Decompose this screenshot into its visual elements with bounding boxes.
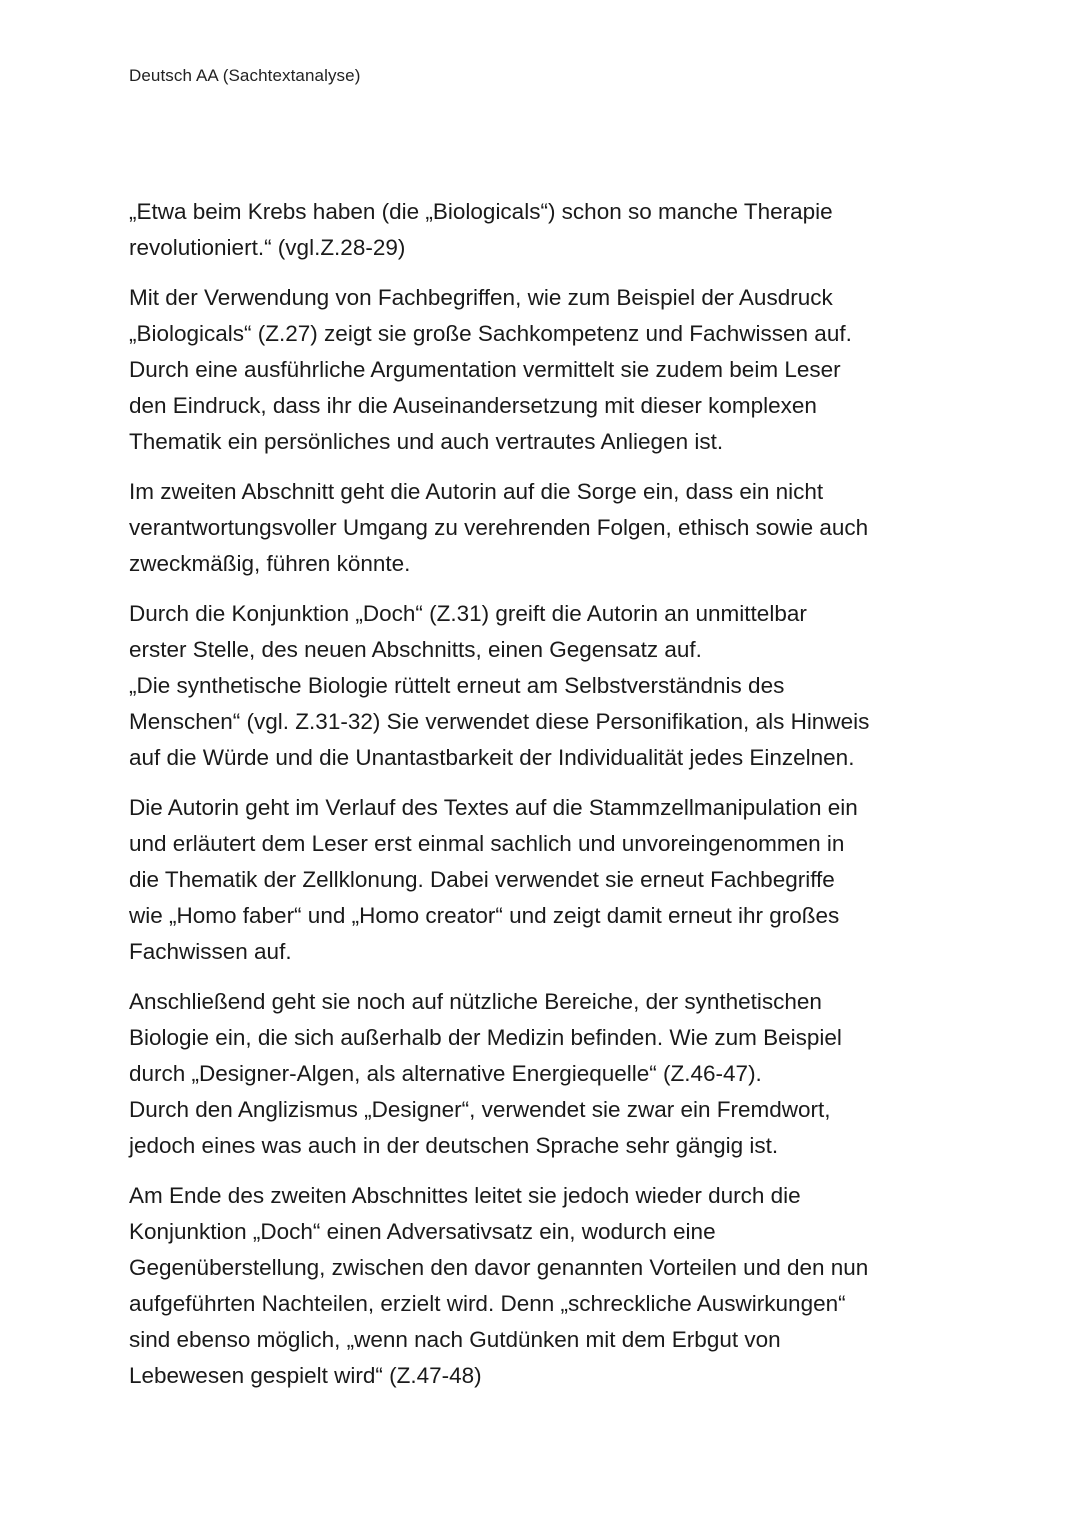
text-line: Im zweiten Abschnitt geht die Autorin auf die Sorge ein, dass ein nicht [129, 479, 824, 504]
text-line: verantwortungsvoller Umgang zu verehrenden Folgen, ethisch sowie auch [129, 515, 869, 540]
page-header: Deutsch AA (Sachtextanalyse) [129, 66, 361, 85]
text-line: Durch den Anglizismus „Designer“, verwendet sie zwar ein Fremdwort, [129, 1097, 831, 1122]
text-line: Thematik ein persönliches und auch vertrautes Anliegen ist. [129, 429, 724, 454]
text-line: Durch eine ausführliche Argumentation vermittelt sie zudem beim Leser [129, 357, 841, 382]
text-line: durch „Designer-Algen, als alternative Energiequelle“ (Z.46-47). [129, 1061, 762, 1086]
text-line: wie „Homo faber“ und „Homo creator“ und zeigt damit erneut ihr großes [129, 903, 840, 928]
text-line: aufgeführten Nachteilen, erzielt wird. Denn „schreckliche Auswirkungen“ [129, 1291, 846, 1316]
paragraph-fachbegriffe [129, 280, 959, 460]
text-line: auf die Würde und die Unantastbarkeit der Individualität jedes Einzelnen. [129, 745, 855, 770]
text-line: jedoch eines was auch in der deutschen Sprache sehr gängig ist. [129, 1133, 779, 1158]
text-line: die Thematik der Zellklonung. Dabei verwendet sie erneut Fachbegriffe [129, 867, 835, 892]
paragraph-stammzellmanipulation [129, 790, 959, 970]
paragraph-nuetzliche-bereiche [129, 984, 959, 1164]
text-line: Durch die Konjunktion „Doch“ (Z.31) greift die Autorin an unmittelbar [129, 601, 807, 626]
paragraph-zweiter-abschnitt [129, 474, 959, 582]
text-line: Die Autorin geht im Verlauf des Textes auf die Stammzellmanipulation ein [129, 795, 858, 820]
text-line: revolutioniert.“ (vgl.Z.28-29) [129, 235, 406, 260]
text-line: zweckmäßig, führen könnte. [129, 551, 411, 576]
text-line: Menschen“ (vgl. Z.31-32) Sie verwendet diese Personifikation, als Hinweis [129, 709, 870, 734]
text-line: Fachwissen auf. [129, 939, 292, 964]
paragraph-adversativsatz [129, 1178, 959, 1394]
text-line: „Die synthetische Biologie rüttelt erneut am Selbstverständnis des [129, 673, 785, 698]
text-line: Anschließend geht sie noch auf nützliche Bereiche, der synthetischen [129, 989, 822, 1014]
paragraph-konjunktion-doch [129, 596, 959, 776]
text-line: erster Stelle, des neuen Abschnitts, einen Gegensatz auf. [129, 637, 702, 662]
text-line: „Etwa beim Krebs haben (die „Biologicals“) schon so manche Therapie [129, 199, 833, 224]
text-line: Mit der Verwendung von Fachbegriffen, wie zum Beispiel der Ausdruck [129, 285, 833, 310]
text-line: und erläutert dem Leser erst einmal sachlich und unvoreingenommen in [129, 831, 845, 856]
text-line: sind ebenso möglich, „wenn nach Gutdünken mit dem Erbgut von [129, 1327, 781, 1352]
document-body [129, 194, 959, 1408]
text-line: Gegenüberstellung, zwischen den davor genannten Vorteilen und den nun [129, 1255, 869, 1280]
text-line: „Biologicals“ (Z.27) zeigt sie große Sachkompetenz und Fachwissen auf. [129, 321, 852, 346]
text-line: den Eindruck, dass ihr die Auseinandersetzung mit dieser komplexen [129, 393, 817, 418]
paragraph-quote-biologicals [129, 194, 959, 266]
text-line: Biologie ein, die sich außerhalb der Medizin befinden. Wie zum Beispiel [129, 1025, 842, 1050]
text-line: Am Ende des zweiten Abschnittes leitet sie jedoch wieder durch die [129, 1183, 801, 1208]
text-line: Konjunktion „Doch“ einen Adversativsatz ein, wodurch eine [129, 1219, 716, 1244]
text-line: Lebewesen gespielt wird“ (Z.47-48) [129, 1363, 482, 1388]
